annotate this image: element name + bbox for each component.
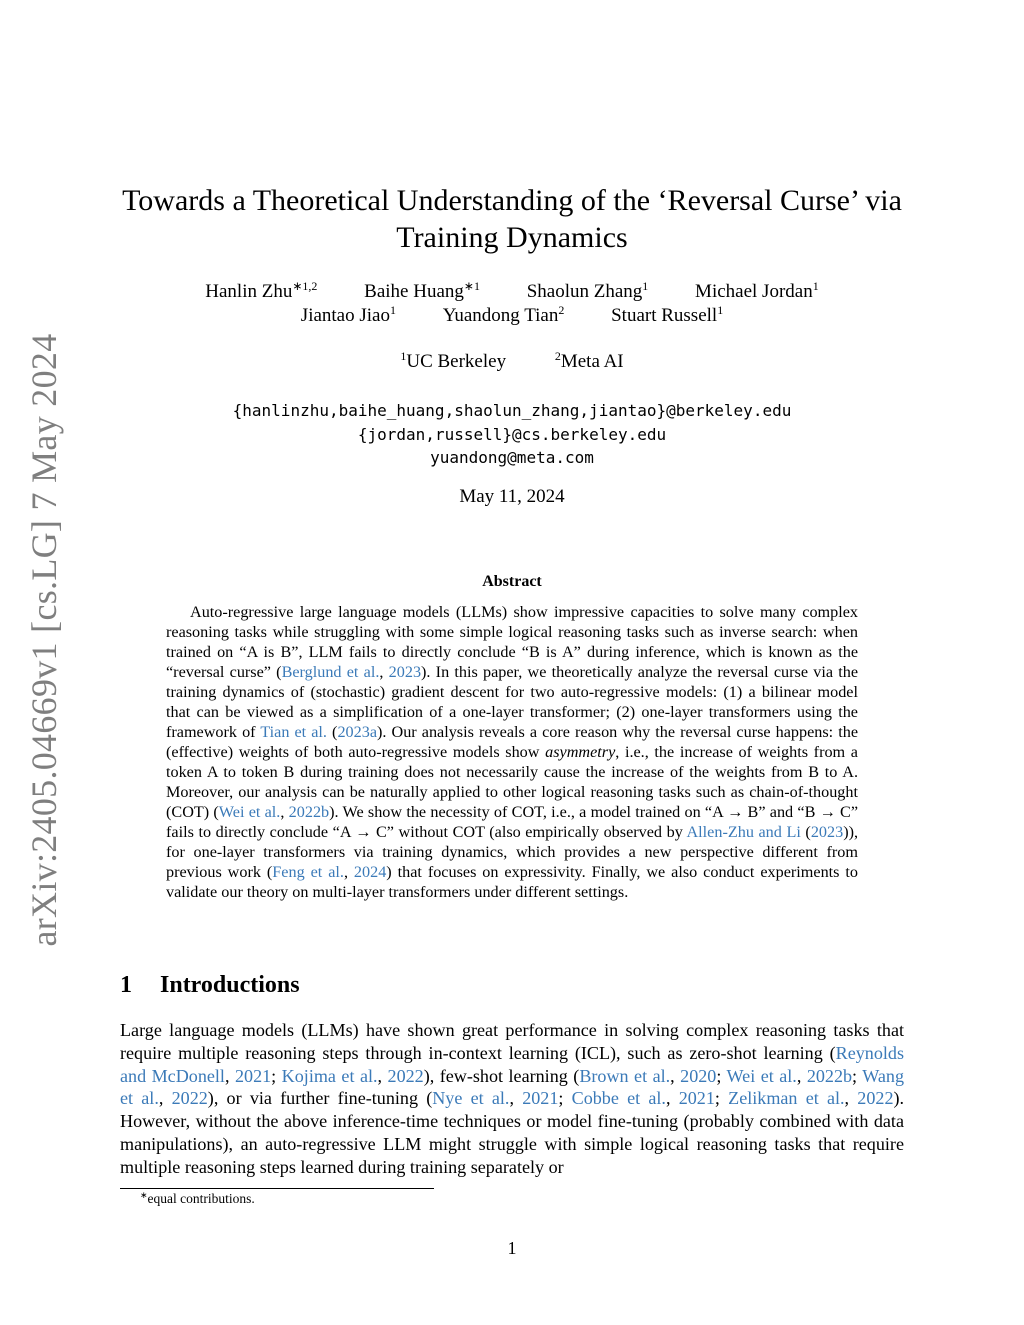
author-list <box>100 280 924 328</box>
abstract-heading: Abstract <box>482 573 542 590</box>
author: Yuandong Tian$^2$ <box>442 303 565 326</box>
citation-link[interactable]: 2022b <box>806 1065 853 1086</box>
citation-link[interactable]: 2021 <box>522 1088 559 1109</box>
email-list <box>100 399 924 470</box>
arxiv-stamp-text: arXiv:2405.04669v1 [cs.LG] 7 May 2024 <box>24 333 64 947</box>
author: Hanlin Zhu$^{∗1,2}$ <box>205 279 318 302</box>
author: Baihe Huang$^{∗1}$ <box>364 279 480 302</box>
citation-link[interactable]: Brown et al. <box>579 1065 671 1086</box>
abstract-text: Auto-regressive large language models (LLMs) show impressive capacities to solve many complex reasoning tasks while struggling with some simple logical reasoning tasks such as inverse search: when trained on “A is B”, LLM fails to directly conclude “B is A” during inference, which is known as the “reversal curse” (Berglund et al., 2023). In this paper, we theoretically analyze the reversal curse via the training dynamics of (stochastic) gradient descent for two auto-regressive models: (1) a bilinear model that can be viewed as a simplification of a one-layer transformer; (2) one-layer transformers using the framework of Tian et al. (2023a). Our analysis reveals a core reason why the reversal curse happens: the (effective) weights of both auto-regressive models show asymmetry, i.e., the increase of weights from a token A to token B during training does not necessarily cause the increase of the weights from B to A. Moreover, our analysis can be naturally applied to other logical reasoning tasks such as chain-of-thought (COT) (Wei et al., 2022b). We show the necessity of COT, i.e., a model trained on “A → B” and “B → C” fails to directly conclude “A → C” without COT (also empirically observed by Allen-Zhu and Li (2023)), for one-layer transformers via training dynamics, which provides a new perspective different from previous work (Feng et al., 2024) that focuses on expressivity. Finally, we also conduct experiments to validate our theory on multi-layer transformers under different settings. <box>166 603 859 901</box>
author: Michael Jordan$^1$ <box>695 279 819 302</box>
footnote-text: equal contributions. <box>147 1191 255 1206</box>
citation-link[interactable]: Zelikman et al. <box>728 1088 845 1109</box>
citation-link[interactable]: 2022 <box>171 1088 208 1109</box>
citation-link[interactable]: 2023a <box>337 723 378 741</box>
affiliations <box>100 351 924 373</box>
section-number: 1 <box>120 972 132 998</box>
author: Stuart Russell$^1$ <box>611 303 724 326</box>
intro-paragraph: Large language models (LLMs) have shown great performance in solving complex reasoning tasks that require multiple reasoning steps through in-context learning (ICL), such as zero-shot learning (Reynolds and McDonell, 2021; Kojima et al., 2022), few-shot learning (Brown et al., 2020; Wei et al., 2022b; Wang et al., 2022), or via further fine-tuning (Nye et al., 2021; Cobbe et al., 2021; Zelikman et al., 2022). However, without the above inference-time techniques or model fine-tuning (probably combined with data manipulations), an auto-regressive LLM might struggle with simple logical reasoning tasks that require multiple reasoning steps learned during training separately or <box>120 1020 905 1177</box>
affiliation: $^1$UC Berkeley <box>400 349 507 372</box>
citation-link[interactable]: Reynolds and McDonell <box>120 1042 904 1086</box>
section-heading <box>120 972 300 999</box>
citation-link[interactable]: 2021 <box>234 1065 272 1086</box>
paper-title: Towards a Theoretical Understanding of the ‘Reversal Curse’ via Training Dynamics <box>122 184 902 254</box>
citation-link[interactable]: Allen-Zhu and Li <box>686 823 801 841</box>
citation-link[interactable]: Tian et al. <box>260 723 327 741</box>
email-line[interactable]: {hanlinzhu,baihe_huang,shaolun_zhang,jiantao}@berkeley.edu <box>232 401 792 420</box>
citation-link[interactable]: Kojima et al. <box>281 1065 378 1086</box>
citation-link[interactable]: 2023 <box>810 823 844 841</box>
citation-link[interactable]: Wei et al. <box>218 803 281 821</box>
citation-link[interactable]: Cobbe et al. <box>571 1088 666 1109</box>
citation-link[interactable]: 2022 <box>857 1088 894 1109</box>
citation-link[interactable]: 2021 <box>678 1088 715 1109</box>
author: Jiantao Jiao$^1$ <box>300 303 396 326</box>
author: Shaolun Zhang$^1$ <box>526 279 649 302</box>
citation-link[interactable]: Wang et al. <box>120 1065 904 1109</box>
affiliation: $^2$Meta AI <box>554 349 624 372</box>
citation-link[interactable]: 2022 <box>387 1065 424 1086</box>
citation-link[interactable]: Nye et al. <box>432 1088 510 1109</box>
page-number: 1 <box>507 1238 517 1258</box>
section-title: Introductions <box>160 972 300 998</box>
footnote-rule <box>120 1188 434 1189</box>
citation-link[interactable]: 2022b <box>288 803 330 821</box>
citation-link[interactable]: 2024 <box>353 863 387 881</box>
footnote-mark: ∗ <box>140 1190 148 1200</box>
footnote <box>140 1191 255 1207</box>
paper-date: May 11, 2024 <box>459 486 565 507</box>
citation-link[interactable]: Berglund et al. <box>281 663 380 681</box>
email-line[interactable]: {jordan,russell}@cs.berkeley.edu <box>357 424 667 444</box>
citation-link[interactable]: 2023 <box>388 663 422 681</box>
citation-link[interactable]: Wei et al. <box>726 1065 797 1086</box>
email-line[interactable]: yuandong@meta.com <box>430 448 594 467</box>
citation-link[interactable]: 2020 <box>680 1065 717 1086</box>
citation-link[interactable]: Feng et al. <box>272 863 344 881</box>
